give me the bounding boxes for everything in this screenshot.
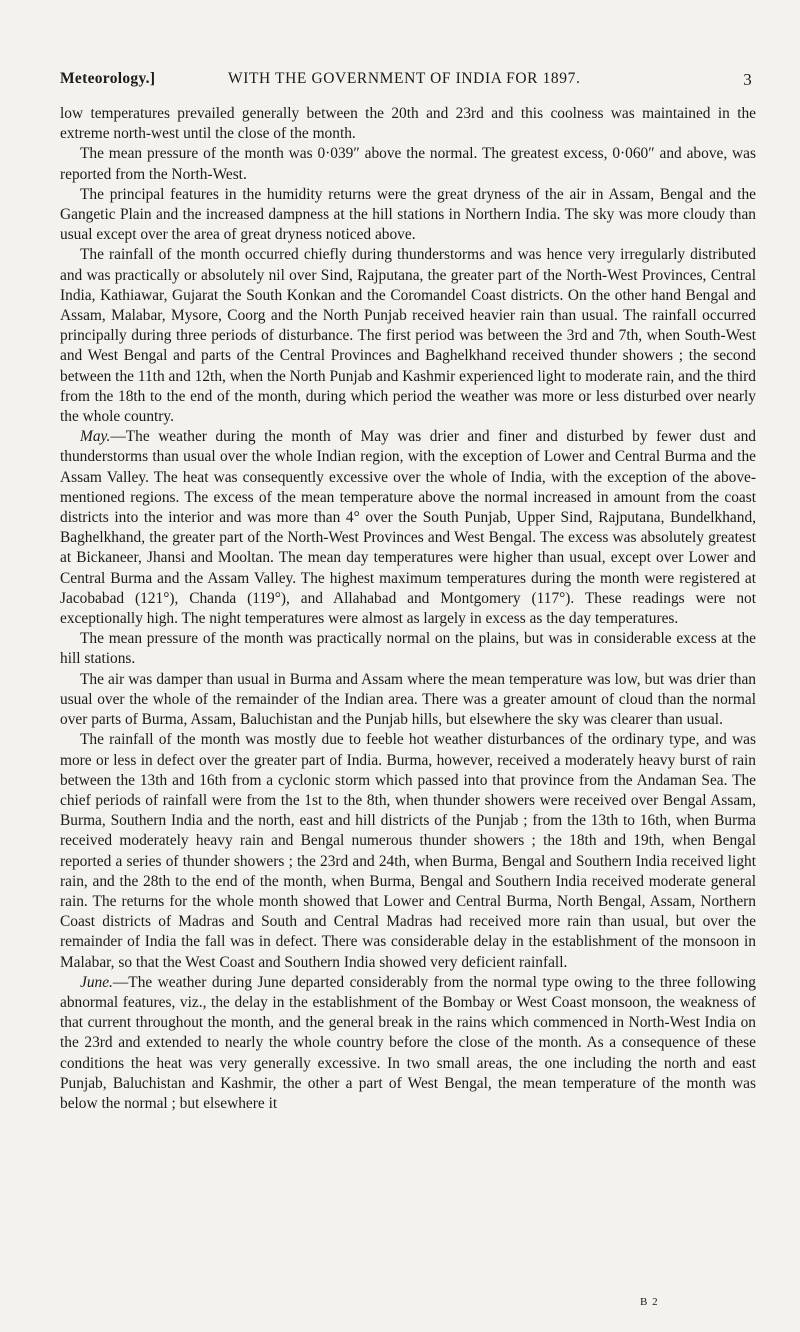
paragraph [60, 427, 756, 629]
paragraph-text: The rainfall of the month occurred chiefly during thunderstorms and was hence very irregularly distributed and was practically or absolutely nil over Sind, Rajputana, the greater part of the North-West Provinces, Central India, Kathiawar, Gujarat the South Konkan and the Coromandel Coast districts. On the other hand Bengal and Assam, Malabar, Mysore, Coorg and the North Punjab received heavier rain than usual. The rainfall occurred principally during three periods of disturbance. The first period was between the 3rd and 7th, when South-West and West Bengal and parts of the Central Provinces and Baghelkhand received thunder showers ; the second between the 11th and 12th, when the North Punjab and Kashmir experienced light to moderate rain, and the third from the 18th to the end of the month, during which period the weather was more or less disturbed over nearly the whole country. [60, 246, 756, 426]
paragraph-text: The air was damper than usual in Burma and Assam where the mean temperature was low, but was drier than usual over the whole of the remainder of the Indian area. There was a greater amount of cloud than the normal over parts of Burma, Assam, Baluchistan and the Punjab hills, but elsewhere the sky was clearer than usual. [60, 670, 756, 729]
paragraph [60, 973, 756, 1114]
page-title: WITH THE GOVERNMENT OF INDIA FOR 1897. [228, 70, 581, 87]
month-heading-may: May. [80, 428, 111, 446]
running-head [60, 70, 756, 92]
paragraph [60, 629, 756, 669]
body-text [60, 104, 756, 1114]
page-number: 3 [743, 70, 752, 89]
paragraph [60, 245, 756, 427]
paragraph-text: —The weather during the month of May was drier and finer and disturbed by fewer dust and thunderstorms than usual over the whole Indian region, with the exception of Lower and Central Burma and the Assam Valley. The heat was consequently excessive over the whole of India, with the exception of the above-mentioned regions. The excess of the mean temperature above the normal increased in amount from the coast districts into the interior and was more than 4° over the South Punjab, Upper Sind, Rajputana, Bundelkhand, Baghelkhand, the greater part of the North-West Provinces and West Bengal. The excess was absolutely greatest at Bickaneer, Jhansi and Mooltan. The mean day temperatures were higher than usual, except over Lower and Central Burma and the Assam Valley. The highest maximum temperatures during the month were registered at Jacobabad (121°), Chanda (119°), and Allahabad and Montgomery (117°). These readings were not exceptionally high. The night temperatures were almost as largely in excess as the day temperatures. [60, 428, 756, 628]
paragraph-text: The mean pressure of the month was practically normal on the plains, but was in considerable excess at the hill stations. [60, 630, 756, 668]
paragraph-text: The mean pressure of the month was 0·039″ above the normal. The greatest excess, 0·060″ and above, was reported from the North-West. [60, 145, 756, 183]
paragraph [60, 144, 756, 184]
paragraph [60, 730, 756, 972]
paragraph [60, 670, 756, 731]
paragraph [60, 185, 756, 246]
paragraph-text: The rainfall of the month was mostly due to feeble hot weather disturbances of the ordinary type, and was more or less in defect over the greater part of India. Burma, however, received a moderately heavy burst of rain between the 13th and 16th from a cyclonic storm which passed into that province from the Andaman Sea. The chief periods of rainfall were from the 1st to the 8th, when thunder showers were received over Bengal Assam, Burma, Southern India and the north, east and hill districts of the Punjab ; from the 13th to 16th, when Burma received moderately heavy rain and Bengal numerous thunder showers ; the 18th and 19th, when Bengal reported a series of thunder showers ; the 23rd and 24th, when Burma, Bengal and Southern India received light rain, and the 28th to the end of the month, when Burma, Bengal and Southern India received moderate general rain. The returns for the whole month showed that Lower and Central Burma, North Bengal, Assam, Northern Coast districts of Madras and South and Central Madras had received more rain than usual, but over the remainder of India the fall was in defect. There was considerable delay in the establishment of the monsoon in Malabar, so that the West Coast and Southern India showed very deficient rainfall. [60, 731, 756, 971]
paragraph [60, 104, 756, 144]
signature-mark: B 2 [640, 1296, 659, 1308]
month-heading-june: June. [80, 973, 113, 991]
paragraph-text: low temperatures prevailed generally between the 20th and 23rd and this coolness was maintained in the extreme north-west until the close of the month. [60, 105, 756, 143]
paragraph-text: —The weather during June departed considerably from the normal type owing to the three following abnormal features, viz., the delay in the establishment of the Bombay or West Coast monsoon, the weakness of that current throughout the month, and the general break in the rains which commenced in North-West India on the 23rd and extended to nearly the whole country before the close of the month. As a consequence of these conditions the heat was very generally excessive. In two small areas, the one including the north and east Punjab, Baluchistan and Kashmir, the other a part of West Bengal, the mean temperature of the month was below the normal ; but elsewhere it [60, 973, 756, 1112]
paragraph-text: The principal features in the humidity returns were the great dryness of the air in Assam, Bengal and the Gangetic Plain and the increased dampness at the hill stations in Northern India. The sky was more cloudy than usual except over the area of great dryness noticed above. [60, 185, 756, 244]
section-label: Meteorology.] [60, 70, 156, 87]
